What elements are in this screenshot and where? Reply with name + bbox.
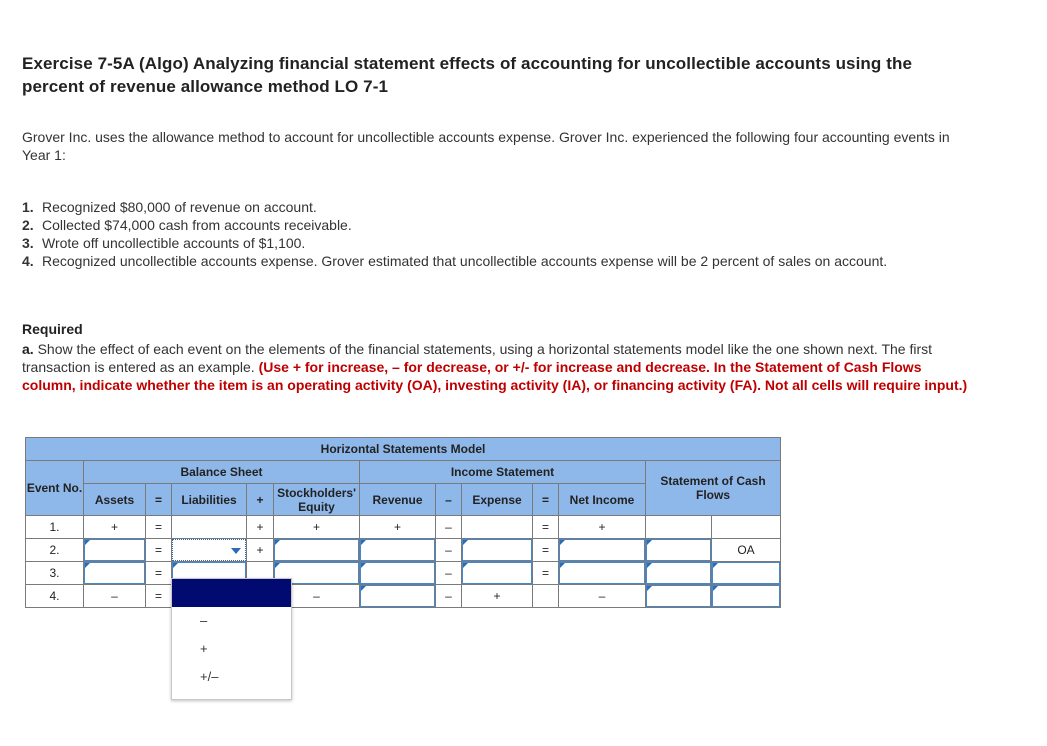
cf-class-input[interactable] [712, 562, 780, 584]
expense-header: Expense [462, 484, 533, 516]
required-body: Show the effect of each event on the elements of the financial statements, using a horizontal statements model like the one shown next. The first transaction is entered as an example. [22, 341, 933, 375]
net-income-input[interactable] [559, 562, 645, 584]
table-row [26, 516, 781, 539]
table-row [26, 539, 781, 562]
event-no-header: Event No. [26, 461, 84, 516]
assets-input[interactable] [84, 539, 145, 561]
cf-amount-cell [646, 516, 712, 539]
equals-sign: = [146, 516, 172, 539]
event-number: 2. [22, 217, 34, 233]
liabilities-cell [172, 516, 247, 539]
plus-sign: + [247, 484, 274, 516]
required-text [22, 340, 972, 394]
dropdown-option-plus[interactable]: + [200, 641, 208, 656]
revenue-input[interactable] [360, 585, 435, 607]
revenue-header: Revenue [360, 484, 436, 516]
net-income-cell: + [559, 516, 646, 539]
cf-class-cell [712, 516, 781, 539]
equity-cell: – [274, 585, 360, 608]
table-row [26, 585, 781, 608]
equity-header: Stockholders' Equity [274, 484, 360, 516]
expense-input[interactable] [462, 562, 532, 584]
cf-amount-input[interactable] [646, 562, 711, 584]
event-number: 1. [22, 199, 34, 215]
equals-sign: = [146, 539, 172, 562]
net-income-cell: – [559, 585, 646, 608]
revenue-cell: + [360, 516, 436, 539]
event-cell: 3. [26, 562, 84, 585]
expense-cell [462, 516, 533, 539]
dropdown-option-minus[interactable]: – [200, 613, 208, 628]
list-item [22, 234, 982, 252]
equals-sign: = [146, 585, 172, 608]
assets-input[interactable] [84, 562, 145, 584]
assets-cell: – [84, 585, 146, 608]
equals-sign: = [533, 539, 559, 562]
minus-sign: – [436, 585, 462, 608]
revenue-input[interactable] [360, 562, 435, 584]
intro-paragraph: Grover Inc. uses the allowance method to account for uncollectible accounts expense. Grover Inc. experienced the following four accounting events in Year 1: [22, 129, 950, 163]
equals-sign: = [533, 484, 559, 516]
assets-header: Assets [84, 484, 146, 516]
cf-class-cell: OA [712, 539, 781, 562]
event-cell: 1. [26, 516, 84, 539]
liabilities-select[interactable] [172, 539, 246, 561]
list-item [22, 252, 982, 270]
horizontal-statements-table [25, 437, 781, 608]
equals-sign: = [146, 484, 172, 516]
list-item [22, 216, 982, 234]
event-text: Recognized $80,000 of revenue on account. [42, 199, 317, 215]
cf-amount-input[interactable] [646, 585, 711, 607]
event-cell: 2. [26, 539, 84, 562]
plus-sign: + [247, 539, 274, 562]
event-text: Collected $74,000 cash from accounts receivable. [42, 217, 352, 233]
event-text: Recognized uncollectible accounts expense. Grover estimated that uncollectible accounts expense will be 2 percent of sales on account. [42, 253, 888, 269]
cash-flows-header: Statement of Cash Flows [646, 461, 781, 516]
equals-sign: = [533, 562, 559, 585]
plus-sign: + [247, 516, 274, 539]
event-cell: 4. [26, 585, 84, 608]
revenue-input[interactable] [360, 539, 435, 561]
exercise-title: Exercise 7-5A (Algo) Analyzing financial statement effects of accounting for uncollectible accounts using the percent of revenue allowance method LO 7-1 [22, 54, 913, 96]
required-instruction: (Use + for increase, – for decrease, or +/- for increase and decrease. In the Statement of Cash Flows column, indicate whether the item is an operating activity (OA), investing activity (IA), or financing activity (FA). Not all cells will require input.) [22, 359, 968, 393]
liabilities-dropdown-menu[interactable] [171, 578, 292, 700]
equity-cell: + [274, 516, 360, 539]
event-number: 3. [22, 235, 34, 251]
minus-sign: – [436, 539, 462, 562]
income-statement-header: Income Statement [360, 461, 646, 484]
dropdown-arrow-icon[interactable] [231, 548, 241, 554]
dropdown-option-plus-minus[interactable]: +/– [200, 669, 219, 684]
equity-input[interactable] [274, 539, 359, 561]
net-income-header: Net Income [559, 484, 646, 516]
equals-sign: = [533, 516, 559, 539]
minus-sign: – [436, 484, 462, 516]
dropdown-option-blank[interactable] [172, 579, 291, 607]
required-heading: Required [22, 321, 83, 337]
expense-cell: + [462, 585, 533, 608]
table-row [26, 562, 781, 585]
model-title: Horizontal Statements Model [26, 438, 781, 461]
list-item [22, 198, 982, 216]
equals-sign: = [146, 562, 172, 585]
balance-sheet-header: Balance Sheet [84, 461, 360, 484]
net-income-input[interactable] [559, 539, 645, 561]
liabilities-header: Liabilities [172, 484, 247, 516]
minus-sign: – [436, 516, 462, 539]
required-label: a. [22, 341, 34, 357]
empty-cell [533, 585, 559, 608]
cf-amount-input[interactable] [646, 539, 711, 561]
assets-cell: + [84, 516, 146, 539]
expense-input[interactable] [462, 539, 532, 561]
event-number: 4. [22, 253, 34, 269]
minus-sign: – [436, 562, 462, 585]
cf-class-input[interactable] [712, 585, 780, 607]
event-text: Wrote off uncollectible accounts of $1,100. [42, 235, 306, 251]
event-list [22, 198, 982, 270]
